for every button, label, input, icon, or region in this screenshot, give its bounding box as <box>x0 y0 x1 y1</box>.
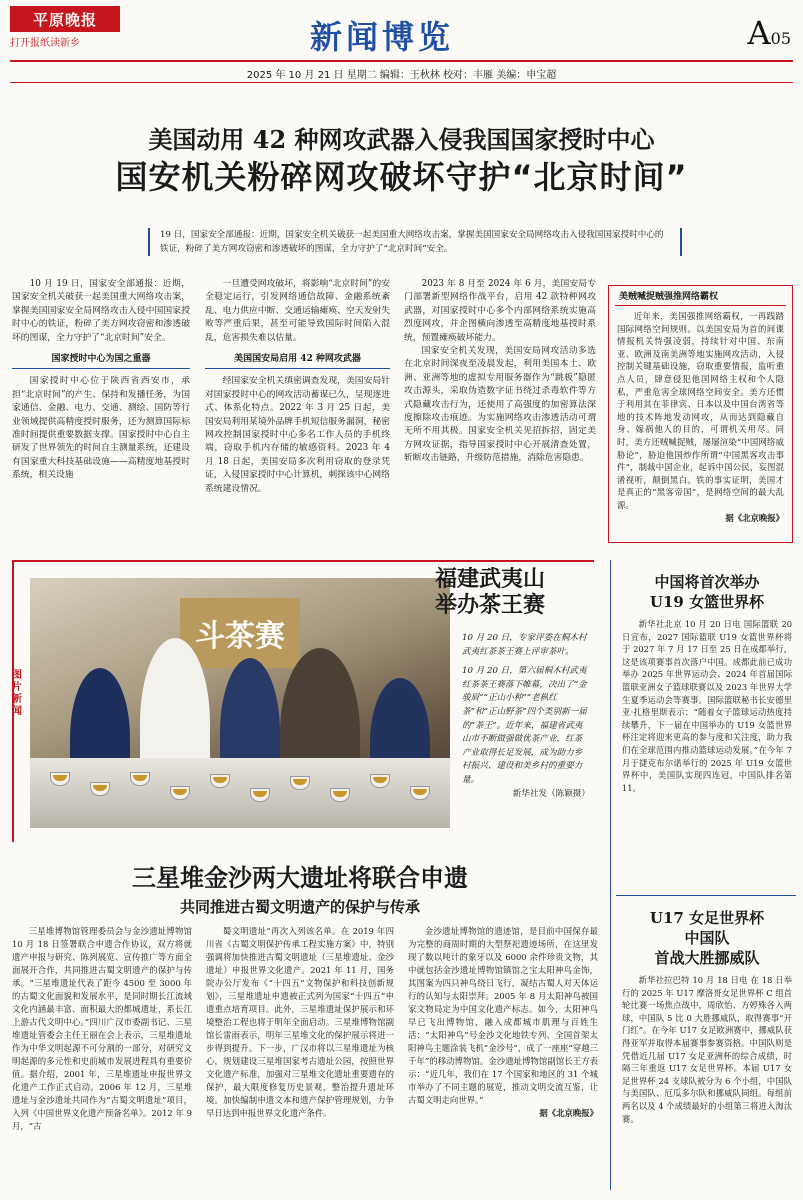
photo-credit: 新华社发（陈颖摄） <box>512 788 590 799</box>
paragraph: 蜀文明遗址”再次入列该名单。在 2019 年四川省《古蜀文明保护传承工程实施方案》中，特别强调将加快推进古蜀文明遗址（三星堆遗址、金沙遗址）申报世界文化遗产。2021 年 11 月，国务院办公厅发布《“十四五”文物保护和科技创新规划》，三星堆遗址申遗被正式列为国家“十四五”申遗重点培育项目。此外，三星堆遗址保护展示和环境整治工程也将于明年全面启动。三星堆博物馆副馆长雷雨表示，明年三星堆文化的保护展示将进一步得到提升。下一步，广汉市将以三星堆遗址为核心，规划建设三星堆国家考古遗址公园，按照世界文化遗产标准，加强对三星堆文化遗址重要遗存的保护，最大限度修复历史景观，整治提升遗址环境。加快编制申遗文本和遗产保护管理规划，力争早日达到申报世界文化遗产条件。 <box>206 926 394 1118</box>
main-lead: 19 日，国家安全部通报：近期，国家安全机关破获一起美国重大网络攻击案，掌握美国国家安全局网络攻击入侵我国国家授时中心的铁证，粉碎了美方网攻窃密和渗透破坏的图谋，全力守护了“北京时间”安全。 <box>148 228 682 256</box>
u17-body <box>622 974 792 1125</box>
box-source: 据《北京晚报》 <box>725 512 784 523</box>
tea-cup <box>90 782 110 796</box>
section-title: 新闻博览 <box>310 18 455 56</box>
u17-title <box>622 908 792 968</box>
article-subtitle: 共同推进古蜀文明遗产的保护与传承 <box>179 898 420 916</box>
tea-cup <box>370 774 390 788</box>
tea-table <box>30 758 450 828</box>
sidebar-box <box>608 285 793 543</box>
u19-article <box>622 572 792 794</box>
u17-article <box>622 908 792 1125</box>
feature-title-line: 福建武夷山 <box>434 566 545 592</box>
paragraph: 2023 年 8 月至 2024 年 6 月，美国安局专门部署新型网络作战平台，启用 42 款特种网攻武器，对国家授时中心多个内部网络系统实施高烈度网攻，并企图横向渗透至高精度地基授时系统，预置瘫痪破坏能力。 <box>404 279 596 343</box>
paragraph: 新华社拉巴特 10 月 18 日电 在 18 日举行的 2025 年 U17 摩洛哥女足世界杯 C 组首轮比赛一场焦点战中，周欣怡、方婷殊各入两球，中国队 5 比 0 大胜挪威队，取得赛事“开门红”。在今年 U17 女足欧洲赛中，挪威队获得亚军并取得本届赛事参赛资格。中国队则是凭借近几届 U17 女足亚洲杯的综合成绩，时隔三年重返 U17 女足世界杯。本届 U17 女足世界杯 24 支球队被分为 6 个小组，中国队与美国队、厄瓜多尔队和挪威队同组。每组前两名以及 4 个成绩最好的小组第三将进入淘汰赛。 <box>622 975 792 1124</box>
title-line: U19 女篮世界杯 <box>649 593 765 611</box>
tea-cup <box>50 772 70 786</box>
box-title: 美贼喊捉贼强推网络霸权 <box>615 286 786 306</box>
page-number <box>748 14 791 52</box>
tea-cup <box>250 788 270 802</box>
main-col-1 <box>12 278 190 483</box>
tea-cup <box>290 776 310 790</box>
tea-photo <box>30 578 450 828</box>
column-divider <box>610 560 611 1190</box>
main-col-2 <box>205 278 390 496</box>
title-line: 中国将首次举办 <box>654 573 760 591</box>
title-line: U17 女足世界杯 <box>649 909 765 927</box>
photo-news-label: 图片新闻 <box>12 670 22 717</box>
paragraph: 10 月 19 日，国家安全部通报：近期，国家安全机关破获一起美国重大网络攻击案，掌握美国国家安全局网络攻击入侵中国国家授时中心的铁证，粉碎了美方网攻窃密和渗透破坏的图谋，全力守护了“北京时间”安全。 <box>12 279 190 343</box>
paragraph: 国家安全机关发现，美国安局网攻活动多选在北京时间深夜至凌晨发起，利用美国本土、欧洲、亚洲等地的虚拟专用服务器作为“跳板”隐匿攻击源头，采取伪造数字证书绕过杀毒软件等方式隐藏攻击行为，还使用了高强度的加密算法深度擦除攻击痕迹。为实施网络攻击渗透活动可谓无所不用其极。国家安全机关见招拆招，固定美方网攻证据，指导国家授时中心开展清查处置，斩断攻击链路，升级防范措施，消除危害隐患。 <box>404 346 596 464</box>
paragraph: 近年来，美国强推网络霸权，一再践踏国际网络空间规则。以美国安局为首的间谍情报机关恃强凌弱，持续针对中国、东南亚、欧洲及南美洲等地实施网攻活动，入侵控制关键基础设施，窃取重要情报，监听重点人员，肆意侵犯他国网络主权和个人隐私，严重危害全球网络空间安全。美方还惯于利用其在菲律宾、日本以及中国台湾省等地的技术阵地发动网攻，从而达到隐藏自身、嫁祸他人的目的，可谓机关用尽。同时，美方还贼喊捉贼，屡屡渲染“中国网络威胁论”，胁迫他国炒作所谓“中国黑客攻击事件”，制裁中国企业，起诉中国公民，妄图混淆视听，颠倒黑白。铁的事实证明，美国才是真正的“黑客帝国”，是网络空间的最大乱源。 <box>617 311 784 510</box>
title-line: 中国队 <box>684 929 730 947</box>
article-source: 据《北京晚报》 <box>539 1108 598 1118</box>
subhead: 美国国安局启用 42 种网攻武器 <box>205 353 390 369</box>
caption-text: 10 月 20 日，专家评委在桐木村武夷红茶茶王赛上评审茶叶。 <box>462 633 587 657</box>
tea-cup <box>170 786 190 800</box>
main-col-3 <box>404 278 596 466</box>
subhead: 国家授时中心为国之重器 <box>12 353 190 369</box>
tea-cup <box>210 774 230 788</box>
slogan: 打开报纸读新乡 <box>10 38 80 49</box>
feature-title <box>395 566 585 618</box>
sxd-col-3 <box>408 925 598 1120</box>
u19-body <box>622 618 792 794</box>
paragraph: 一旦遭受网攻破坏，将影响“北京时间”的安全稳定运行，引发网络通信故障、金融系统紊乱、电力供应中断、交通运输瘫痪、空天发射失败等严重后果，甚至可能导致国际时间陷入混乱，危害损失难以估量。 <box>205 279 390 343</box>
header-rule-2 <box>10 82 793 83</box>
dateline: 2025 年 10 月 21 日 星期二 编辑：王秋林 校对：丰雁 美编：申宝超 <box>246 70 557 81</box>
sxd-col-2 <box>206 925 394 1120</box>
tea-cup <box>330 788 350 802</box>
sxd-col-1 <box>12 925 192 1133</box>
title-line: 首战大胜挪威队 <box>654 949 760 967</box>
paragraph: 三星堆博物馆管理委员会与金沙遗址博物馆 10 月 18 日签署联合申遗合作协议，双方将就遗产申报与研究、陈列展览、宣传推广等方面全面展开合作，共同推进古蜀文明遗产的保护与传承。“三星堆遗址代表了距今 4500 至 3000 年的古蜀文化面貌和发展水平，是同时期长江流域文化内涵最丰富、面积最大的都城遗址，系长江上游古代文明中心。”四川广汉市委副书记、三星堆遗址管委会主任王丽在会上表示，三星堆遗址作为中华文明起源不可分割的一部分，对研究文明起源的多元性和史前城市发展进程具有重要价值。据介绍，2001 年，三星堆遗址申报世界文化遗产工作正式启动。2006 年 12 月，三星堆遗址与金沙遗址共同作为“古蜀文明遗址”项目，入列《中国世界文化遗产预备名单》。2012 年 9 月，“古 <box>12 926 192 1131</box>
photo-caption <box>462 632 590 801</box>
caption-text: 10 月 20 日，第六届桐木村武夷红茶茶王赛落下帷幕，决出了“金骏眉”“正山小种”“老枞红茶”和“正山野茶”四个类别新一届的“茶王”。近年来，福建省武夷山市不断做强做优茶产业，红茶产业取得长足发展，成为助力乡村振兴、建设和美乡村的重要力量。 <box>462 666 587 785</box>
box-body <box>609 306 792 528</box>
newspaper-logo: 平原晚报 <box>10 6 120 32</box>
tea-cup <box>130 772 150 786</box>
article-title: 三星堆金沙两大遗址将联合申遗 <box>132 863 468 892</box>
main-kicker: 美国动用 42 种网攻武器入侵我国国家授时中心 <box>148 125 655 154</box>
u19-title <box>622 572 792 612</box>
feature-title-line: 举办茶王赛 <box>434 592 545 618</box>
paragraph: 新华社北京 10 月 20 日电 国际篮联 20 日宣布，2027 国际篮联 U19 女篮世界杯将于 2027 年 7 月 17 日至 25 日在成都举行，这是该项赛事首次落户中国。成都此前已成功举办 2025 年世界运动会、2024 年首届国际篮联亚洲女子篮球联赛以及 2023 年世界大学生夏季运动会等赛事。国际篮联秘书长安德里亚·扎格里斯表示：“随着女子篮球运动热度持续攀升，下一届在中国举办的 U19 女篮世界杯注定将迎来更高的参与度和关注度，助力我们在全球范围内推动篮球运动发展。”在今年 7 月于捷克布尔诺举行的 2025 年 U19 女篮世界杯中，美国队实现四连冠，中国队排名第 11。 <box>622 619 792 793</box>
header-rule <box>10 60 793 62</box>
main-headline: 国安机关粉碎网攻破坏守护“北京时间” <box>115 158 688 196</box>
tea-cup <box>410 786 430 800</box>
page-letter: A <box>747 14 771 52</box>
paragraph: 国家授时中心位于陕西省西安市，承担“北京时间”的产生、保持和发播任务，为国家通信、金融、电力、交通、测绘、国防等行业领域提供高精度授时服务，还为测算国际标准时间提供重要数据支撑。国家授时中心自主研发了世界领先的时间自主测量系统，还建设有国家重大科技基础设施——高精度地基授时系统，相关设施 <box>12 376 190 481</box>
photo-banner: 斗茶赛 <box>180 598 300 668</box>
paragraph: 经国家安全机关缜密调查发现，美国安局针对国家授时中心的网攻活动蓄谋已久，呈现逐进式、体系化特点。2022 年 3 月 25 日起，美国安局利用某境外品牌手机短信服务漏洞，秘密网攻控制国家授时中心多名工作人员的手机终端，窃取手机内存储的敏感资料。2023 年 4 月 18 日起，美国安局多次利用窃取的登录凭证，入侵国家授时中心计算机，刺探该中心网络系统建设情况。 <box>205 376 390 494</box>
paragraph: 金沙遗址博物馆的遗迹馆，是目前中国保存最为完整的商周时期的大型祭祀遗迹场所，在这里发现了数以吨计的象牙以及 6000 余件珍贵文物，其中就包括金沙遗址博物馆镇馆之宝太阳神鸟金饰，其图案为四只神鸟绕日飞行，凝结古蜀人对天体运行的认知与太阳崇拜。2005 年 8 月太阳神鸟被国家文物局定为中国文化遗产标志。如今，太阳神鸟早已飞出博物馆，融入成都城市肌理与百姓生活：“太阳神鸟”号金沙文化地铁专列、全国首架太阳神鸟主题涂装飞机“金沙号”，成了一座座“穿越三千年”的移动博物馆。金沙遗址博物馆副馆长王方表示：“近几年，我们在 17 个国家和地区的 31 个城市举办了不同主题的展览，推动文明交流互鉴，让古蜀文明走向世界。” <box>408 926 598 1105</box>
section-divider <box>616 895 796 896</box>
page-num: 05 <box>770 29 791 48</box>
